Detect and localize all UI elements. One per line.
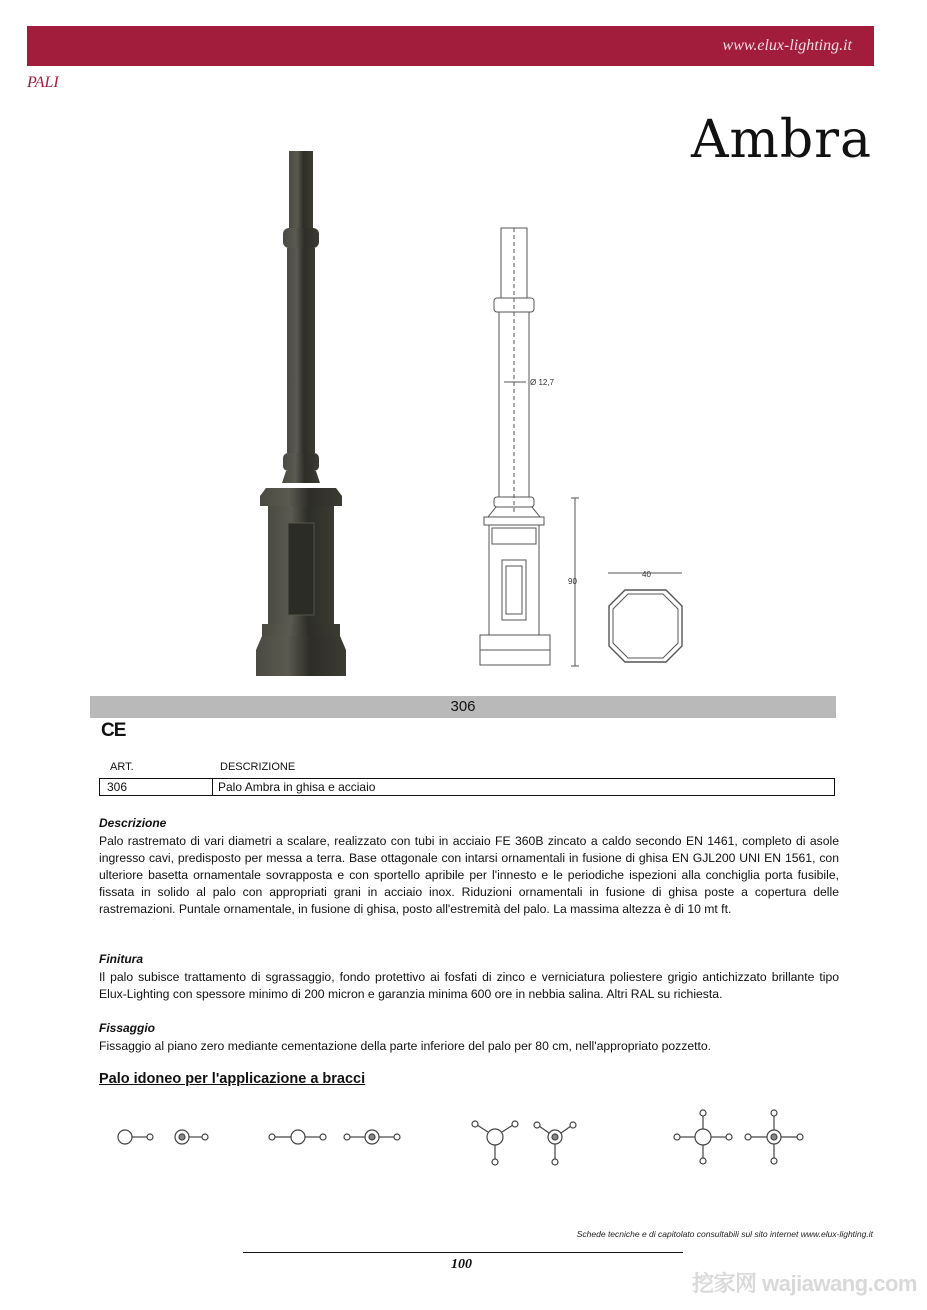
pole-photo <box>250 148 350 680</box>
fissaggio-text: Fissaggio al piano zero mediante cementazione della parte inferiore del palo per 80 cm, nell'appropriato pozzetto. <box>99 1039 712 1053</box>
arms-heading: Palo idoneo per l'applicazione a bracci <box>99 1071 366 1087</box>
descrizione-title: Descrizione <box>99 816 167 830</box>
table-divider <box>212 779 213 795</box>
table-row <box>99 778 835 796</box>
page-number: 100 <box>451 1257 472 1272</box>
fissaggio-title: Fissaggio <box>99 1021 156 1035</box>
triple-arm-lamp-icon <box>534 1122 576 1165</box>
quad-arm-lamp-icon <box>745 1110 803 1164</box>
finitura-text: Il palo subisce trattamento di sgrassaggio, fondo protettivo ai fosfati di zinco e verniciatura poliestere grigio antichizzato brillante tipo Elux-Lighting con spessore minimo di 200 micron e garanzia minima 600 ore in nebbia salina. Altri RAL su richiesta. <box>99 970 839 1001</box>
descrizione-text: Palo rastremato di vari diametri a scalare, realizzato con tubi in acciaio FE 360B zincato a caldo secondo EN 1461, completo di asole ingresso cavi, predisposto per messa a terra. Base ottagonale con intarsi ornamentali in fusione di ghisa EN GJL200 UNI EN 1561, con ulteriore basetta ornamentale sovrapposta e con sportello apribile per l'innesto e le periodiche ispezioni alla conchiglia porta fusibile, fissata in solido al palo con appropriati grani in acciaio inox. Riduzioni ornamentali in fusione di ghisa poste a copertura delle rastremazioni. Puntale ornamentale, in fusione di ghisa, posto all'estremità del palo. La massima altezza è di 10 mt ft. <box>99 834 839 916</box>
product-code-bar: 306 <box>90 696 836 718</box>
finitura-section <box>99 951 839 1003</box>
footer-divider <box>243 1252 683 1253</box>
ce-mark: CE <box>101 720 126 741</box>
table-cell-art: 306 <box>107 780 128 794</box>
header-bar <box>27 26 874 66</box>
double-arm-icon <box>269 1130 326 1144</box>
finitura-title: Finitura <box>99 952 143 966</box>
triple-arm-icon <box>472 1121 518 1165</box>
quad-arm-icon <box>674 1110 732 1164</box>
table-header-art: ART. <box>110 761 134 773</box>
double-arm-lamp-icon <box>344 1130 400 1144</box>
fissaggio-section <box>99 1020 839 1055</box>
product-title: Ambra <box>690 110 872 170</box>
single-arm-icon <box>118 1130 153 1144</box>
arm-configurations <box>105 1100 825 1180</box>
single-arm-lamp-icon <box>175 1130 208 1144</box>
footer-note: Schede tecniche e di capitolato consultabili sul sito internet www.elux-lighting.it <box>576 1229 873 1239</box>
watermark: 挖家网 wajiawang.com <box>692 1271 917 1296</box>
technical-drawing <box>470 222 690 670</box>
diameter-label: Ø 12,7 <box>530 378 555 387</box>
height-label: 90 <box>568 577 577 586</box>
section-tag: PALI <box>27 74 59 91</box>
base-width-label: 40 <box>642 570 651 579</box>
table-header-description: DESCRIZIONE <box>220 761 296 773</box>
descrizione-section <box>99 815 839 918</box>
table-cell-description: Palo Ambra in ghisa e acciaio <box>218 780 376 794</box>
site-url[interactable]: www.elux-lighting.it <box>722 37 852 54</box>
